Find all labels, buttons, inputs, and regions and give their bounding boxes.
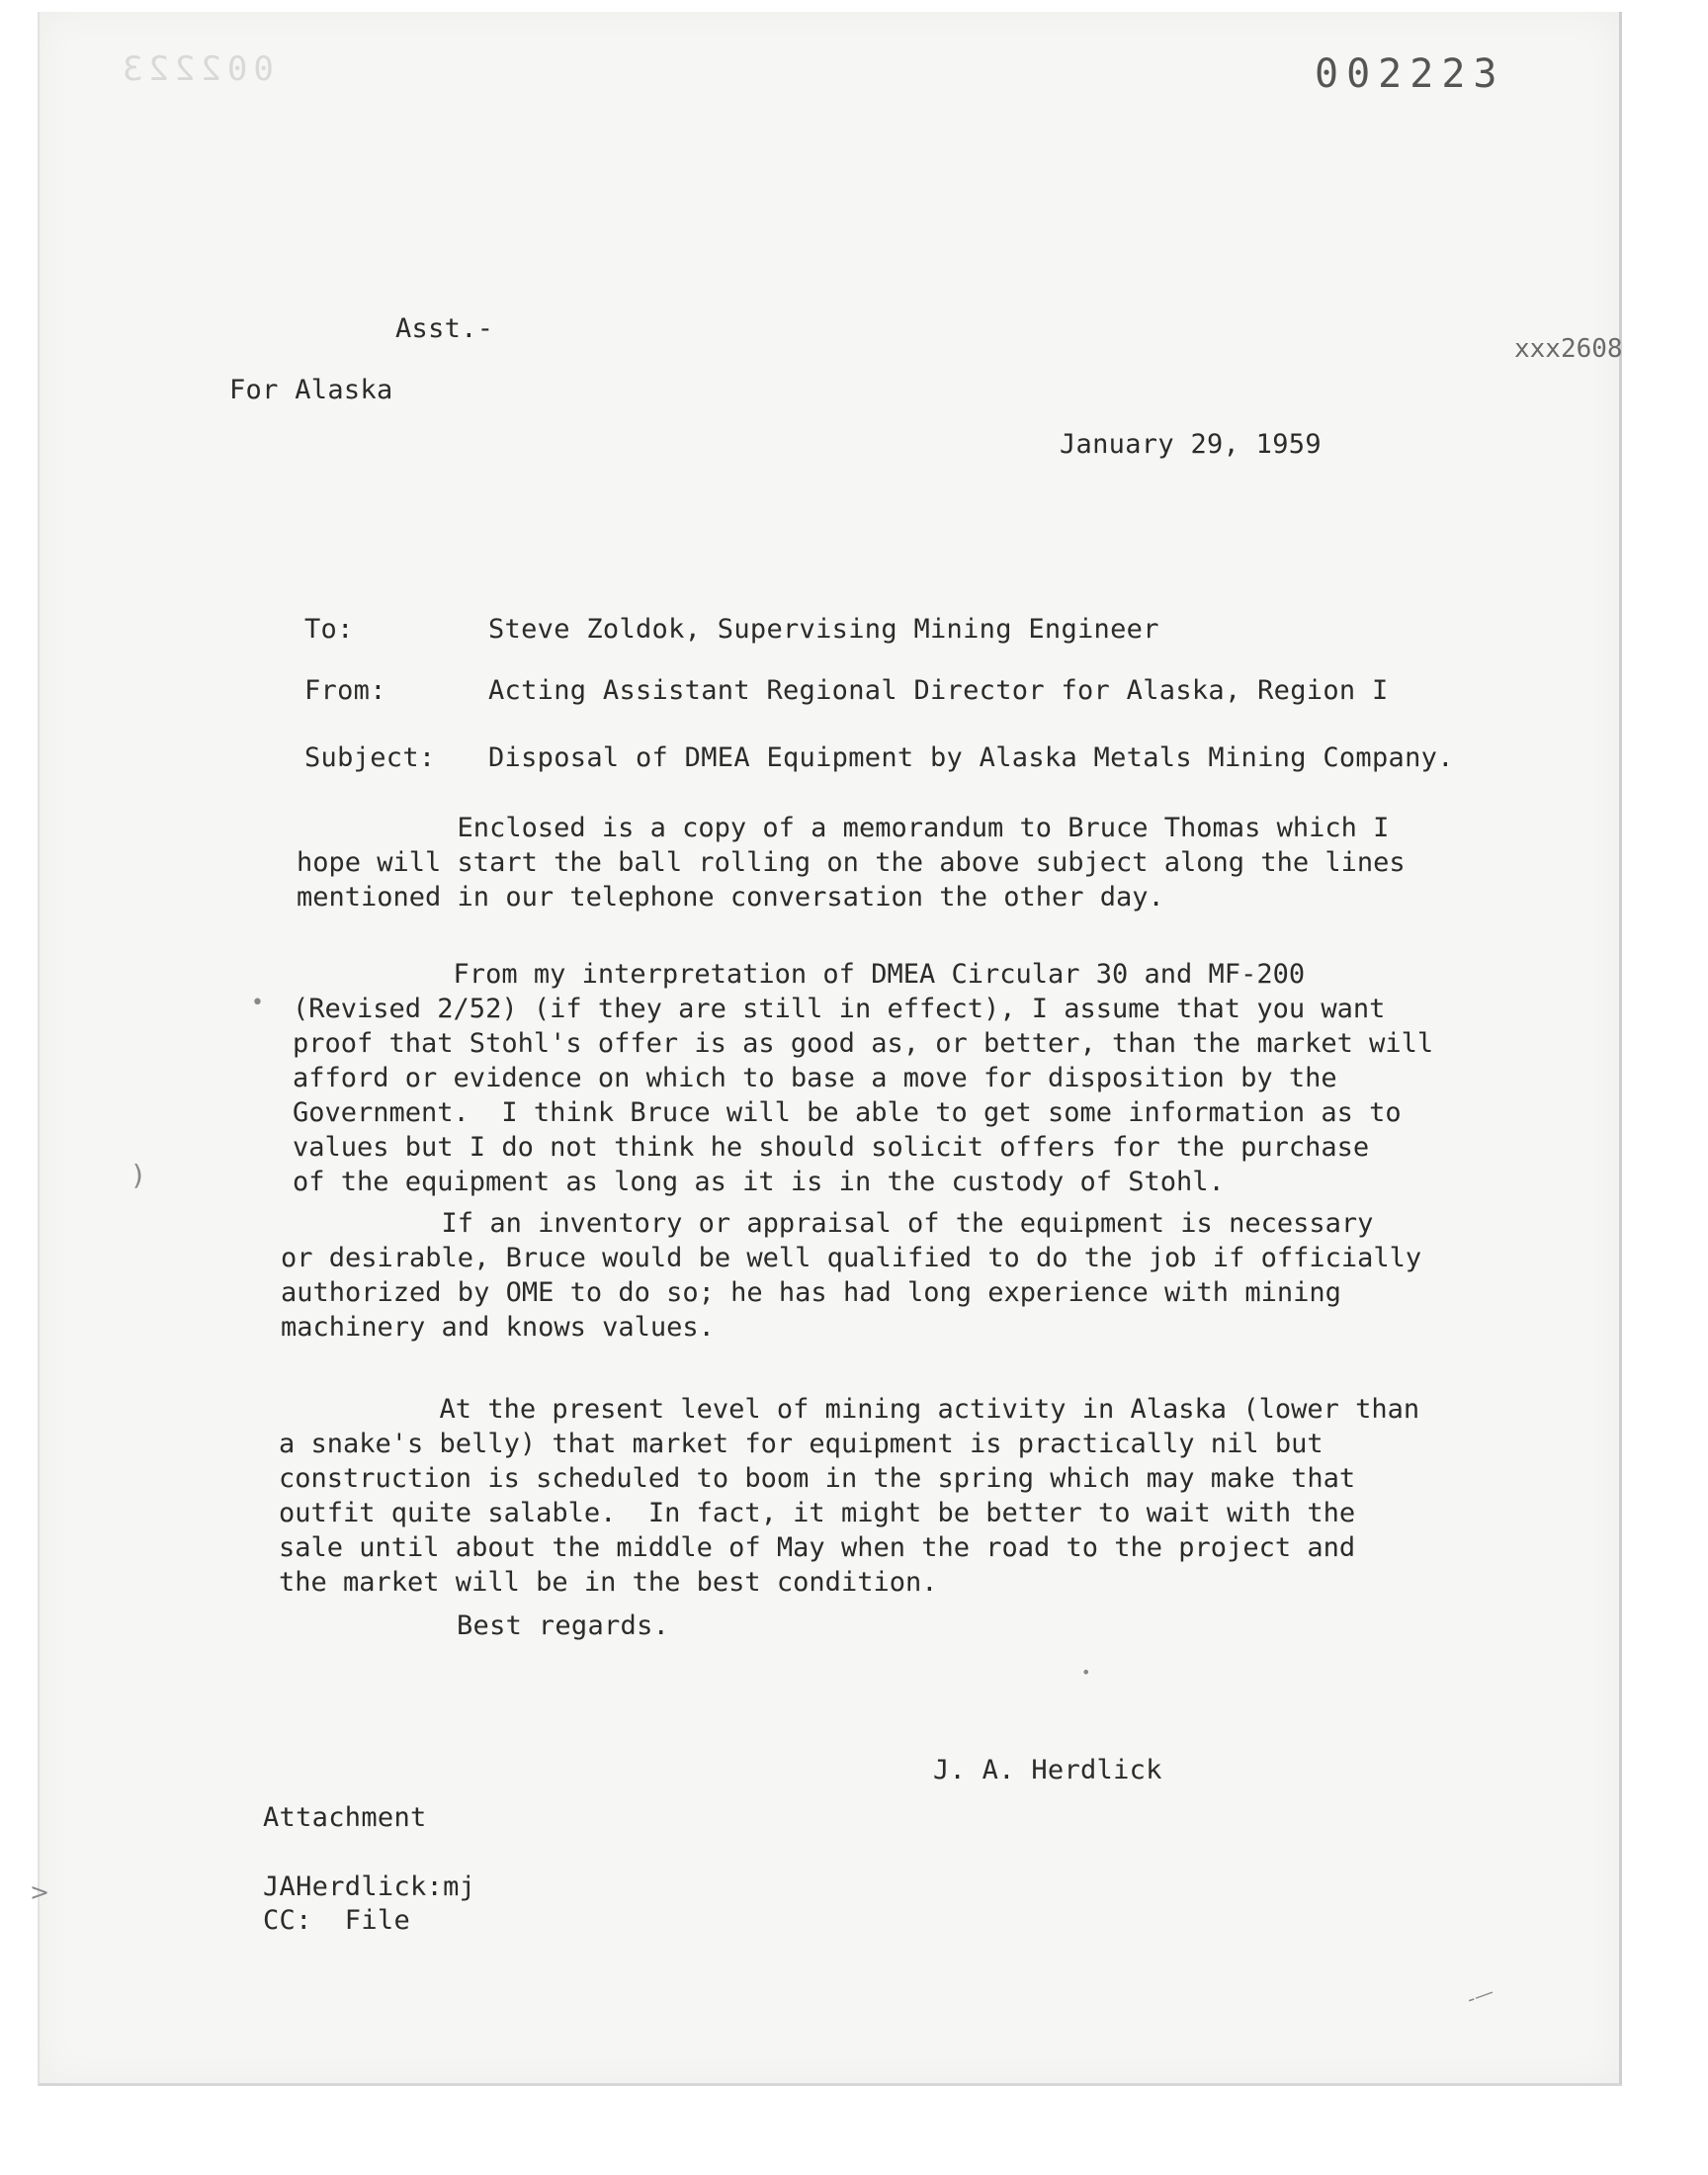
bleed-through-number: 002223	[117, 49, 274, 89]
body-paragraph: From my interpretation of DMEA Circular 30 and MF-200 (Revised 2/52) (if they are still in effect), I assume that you want proof that Stohl's offer is as good as, or better, than the market will afford or evidence on which to base a move for disposition by the Government. I think Bruce will be able to get some information as to values but I do not think he should solicit offers for the purchase of the equipment as long as it is in the custody of Stohl.	[293, 959, 1434, 1197]
stray-mark: •	[251, 991, 264, 1015]
attachment-note: Attachment	[263, 1802, 427, 1833]
to-value: Steve Zoldok, Supervising Mining Engineer	[488, 614, 1159, 645]
body-paragraph: If an inventory or appraisal of the equipment is necessary or desirable, Bruce would be well qualified to do the job if officially authorized by OME to do so; he has had long experience with mining machinery and knows values.	[281, 1208, 1422, 1343]
closing: Best regards.	[457, 1610, 670, 1641]
stray-mark: )	[132, 1159, 143, 1191]
cc-line: CC: File	[263, 1905, 410, 1936]
body-paragraph: At the present level of mining activity in Alaska (lower than a snake's belly) that market for equipment is practically nil but construction is scheduled to boom in the spring which may make that outfit quite salable. In fact, it might be better to wait with the sale until about the middle of May when the road to the project and the market will be in the best condition.	[279, 1394, 1420, 1598]
file-code: xxx2608	[1514, 334, 1623, 364]
document-number: 002223	[1315, 51, 1505, 97]
typist-initials: JAHerdlick:mj	[263, 1871, 476, 1902]
body-paragraph: Enclosed is a copy of a memorandum to Bruce Thomas which I hope will start the ball rolling on the above subject along the lines mentioned in our telephone conversation the other day.	[297, 813, 1406, 913]
subject-label: Subject:	[304, 742, 436, 773]
stray-mark: >	[30, 1878, 50, 1906]
memo-date: January 29, 1959	[1060, 429, 1322, 460]
signature: J. A. Herdlick	[933, 1755, 1162, 1785]
from-value: Acting Assistant Regional Director for Alaska, Region I	[488, 675, 1389, 706]
for-alaska-note: For Alaska	[229, 375, 393, 405]
asst-note: Asst.-	[395, 313, 494, 344]
from-label: From:	[304, 675, 386, 706]
subject-value: Disposal of DMEA Equipment by Alaska Metals Mining Company.	[488, 742, 1454, 773]
to-label: To:	[304, 614, 354, 645]
stray-mark: •	[1081, 1663, 1091, 1682]
stray-mark: -—	[1463, 1979, 1497, 2011]
